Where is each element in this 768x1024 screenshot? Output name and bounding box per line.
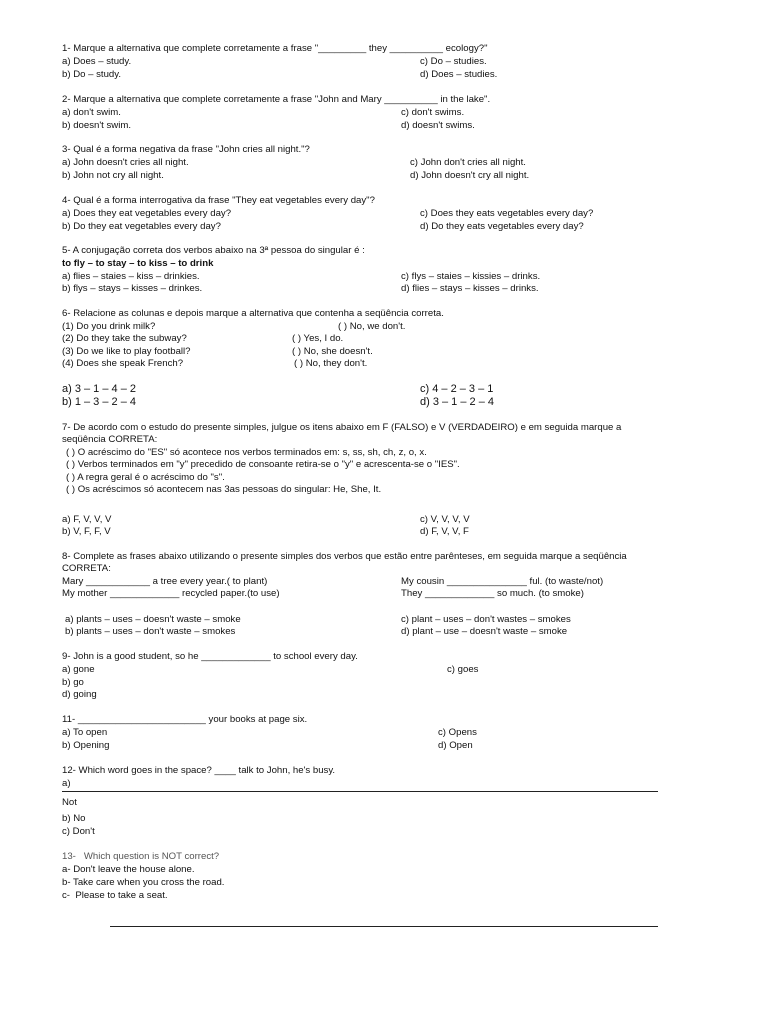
- q7-question-line2: seqüência CORRETA:: [62, 434, 158, 445]
- q6-left-1: (1) Do you drink milk?: [62, 321, 156, 332]
- q11-option-d: d) Open: [438, 740, 473, 751]
- q4-option-a: a) Does they eat vegetables every day?: [62, 208, 232, 219]
- divider-line: [62, 791, 658, 792]
- q3-option-c: c) John don't cries all night.: [410, 157, 526, 168]
- q5-option-d: d) flies – stays – kisses – drinks.: [401, 283, 539, 294]
- q9-option-a: a) gone: [62, 664, 95, 675]
- q9-option-b: b) go: [62, 677, 84, 688]
- q8-sentence-4: They _____________ so much. (to smoke): [401, 588, 584, 599]
- q13-option-a: a- Don't leave the house alone.: [62, 864, 195, 875]
- q7-item-4: ( ) Os acréscimos só acontecem nas 3as pessoas do singular: He, She, It.: [66, 484, 382, 495]
- q13-option-b: b- Take care when you cross the road.: [62, 877, 225, 888]
- q8-option-b: b) plants – uses – don't waste – smokes: [65, 626, 236, 637]
- q8-sentence-2: My mother _____________ recycled paper.(to use): [62, 588, 280, 599]
- q8-question-line2: CORRETA:: [62, 563, 111, 574]
- q2-option-b: b) doesn't swim.: [62, 120, 132, 131]
- q3-option-b: b) John not cry all night.: [62, 170, 164, 181]
- q6-option-c: c) 4 – 2 – 3 – 1: [420, 383, 494, 395]
- q1-option-b: b) Do – study.: [62, 69, 122, 80]
- q6-left-3: (3) Do we like to play football?: [62, 346, 191, 357]
- q6-right-2: ( ) Yes, I do.: [292, 333, 344, 344]
- q1-question: 1- Marque a alternativa que complete corretamente a frase "_________ they __________ ecology?": [62, 43, 488, 54]
- q11-option-a: a) To open: [62, 727, 108, 738]
- q8-option-c: c) plant – uses – don't wastes – smokes: [401, 614, 571, 625]
- q7-option-a: a) F, V, V, V: [62, 514, 112, 525]
- q6-option-a: a) 3 – 1 – 4 – 2: [62, 383, 136, 395]
- q3-option-a: a) John doesn't cries all night.: [62, 157, 189, 168]
- q12-option-c: c) Don't: [62, 826, 95, 837]
- q1-option-c: c) Do – studies.: [420, 56, 487, 67]
- q12-option-a-label: a): [62, 778, 71, 789]
- q6-question: 6- Relacione as colunas e depois marque a alternativa que contenha a seqüência correta.: [62, 308, 444, 319]
- q12-question: 12- Which word goes in the space? ____ talk to John, he's busy.: [62, 765, 336, 776]
- q11-question: 11- ________________________ your books at page six.: [62, 714, 308, 725]
- q11-option-c: c) Opens: [438, 727, 477, 738]
- q5-verbs: to fly – to stay – to kiss – to drink: [62, 258, 214, 269]
- q7-item-1: ( ) O acréscimo do "ES" só acontece nos verbos terminados em: s, ss, sh, ch, z, o, x.: [66, 447, 427, 458]
- q4-option-c: c) Does they eats vegetables every day?: [420, 208, 594, 219]
- q8-sentence-3: My cousin _______________ ful. (to waste/not): [401, 576, 604, 587]
- q7-item-2: ( ) Verbos terminados em "y" precedido de consoante retira-se o "y" e acrescenta-se o "IES".: [66, 459, 460, 470]
- q7-item-3: ( ) A regra geral é o acréscimo do "s".: [66, 472, 225, 483]
- q7-option-b: b) V, F, F, V: [62, 526, 111, 537]
- q5-option-a: a) flies – staies – kiss – drinkies.: [62, 271, 200, 282]
- q6-left-2: (2) Do they take the subway?: [62, 333, 187, 344]
- q9-option-c: c) goes: [447, 664, 479, 675]
- q6-option-b: b) 1 – 3 – 2 – 4: [62, 396, 136, 408]
- q7-question-line1: 7- De acordo com o estudo do presente simples, julgue os itens abaixo em F (FALSO) e V (VERDADEIRO) e em seguida marque a: [62, 422, 622, 433]
- q4-option-d: d) Do they eats vegetables every day?: [420, 221, 584, 232]
- q13-question: 13- Which question is NOT correct?: [62, 851, 220, 862]
- q6-right-1: ( ) No, we don't.: [338, 321, 406, 332]
- bottom-answer-line: [110, 926, 658, 927]
- q8-option-a: a) plants – uses – doesn't waste – smoke: [65, 614, 241, 625]
- q6-option-d: d) 3 – 1 – 2 – 4: [420, 396, 494, 408]
- q12-option-a-text: Not: [62, 797, 77, 808]
- q2-option-c: c) don't swims.: [401, 107, 465, 118]
- q8-sentence-1: Mary ____________ a tree every year.( to plant): [62, 576, 268, 587]
- q11-option-b: b) Opening: [62, 740, 110, 751]
- q3-question: 3- Qual é a forma negativa da frase "John cries all night."?: [62, 144, 310, 155]
- q1-option-a: a) Does – study.: [62, 56, 132, 67]
- q5-option-b: b) flys – stays – kisses – drinkes.: [62, 283, 203, 294]
- q9-option-d: d) going: [62, 689, 97, 700]
- q8-option-d: d) plant – use – doesn't waste – smoke: [401, 626, 568, 637]
- q9-question: 9- John is a good student, so he _____________ to school every day.: [62, 651, 358, 662]
- q3-option-d: d) John doesn't cry all night.: [410, 170, 530, 181]
- q7-option-d: d) F, V, V, F: [420, 526, 469, 537]
- q2-option-d: d) doesn't swims.: [401, 120, 475, 131]
- q12-option-b: b) No: [62, 813, 86, 824]
- q7-option-c: c) V, V, V, V: [420, 514, 470, 525]
- q5-question: 5- A conjugação correta dos verbos abaixo na 3ª pessoa do singular é :: [62, 245, 365, 256]
- q8-question-line1: 8- Complete as frases abaixo utilizando o presente simples dos verbos que estão entre parênteses, em seguida marque a seqüência: [62, 551, 627, 562]
- q5-option-c: c) flys – staies – kissies – drinks.: [401, 271, 541, 282]
- q13-option-c: c- Please to take a seat.: [62, 890, 168, 901]
- q6-right-4: ( ) No, they don't.: [294, 358, 368, 369]
- q4-question: 4- Qual é a forma interrogativa da frase "They eat vegetables every day"?: [62, 195, 375, 206]
- q6-right-3: ( ) No, she doesn't.: [292, 346, 373, 357]
- q2-question: 2- Marque a alternativa que complete corretamente a frase "John and Mary __________ in the lake".: [62, 94, 491, 105]
- q2-option-a: a) don't swim.: [62, 107, 121, 118]
- q1-option-d: d) Does – studies.: [420, 69, 498, 80]
- q4-option-b: b) Do they eat vegetables every day?: [62, 221, 221, 232]
- q6-left-4: (4) Does she speak French?: [62, 358, 184, 369]
